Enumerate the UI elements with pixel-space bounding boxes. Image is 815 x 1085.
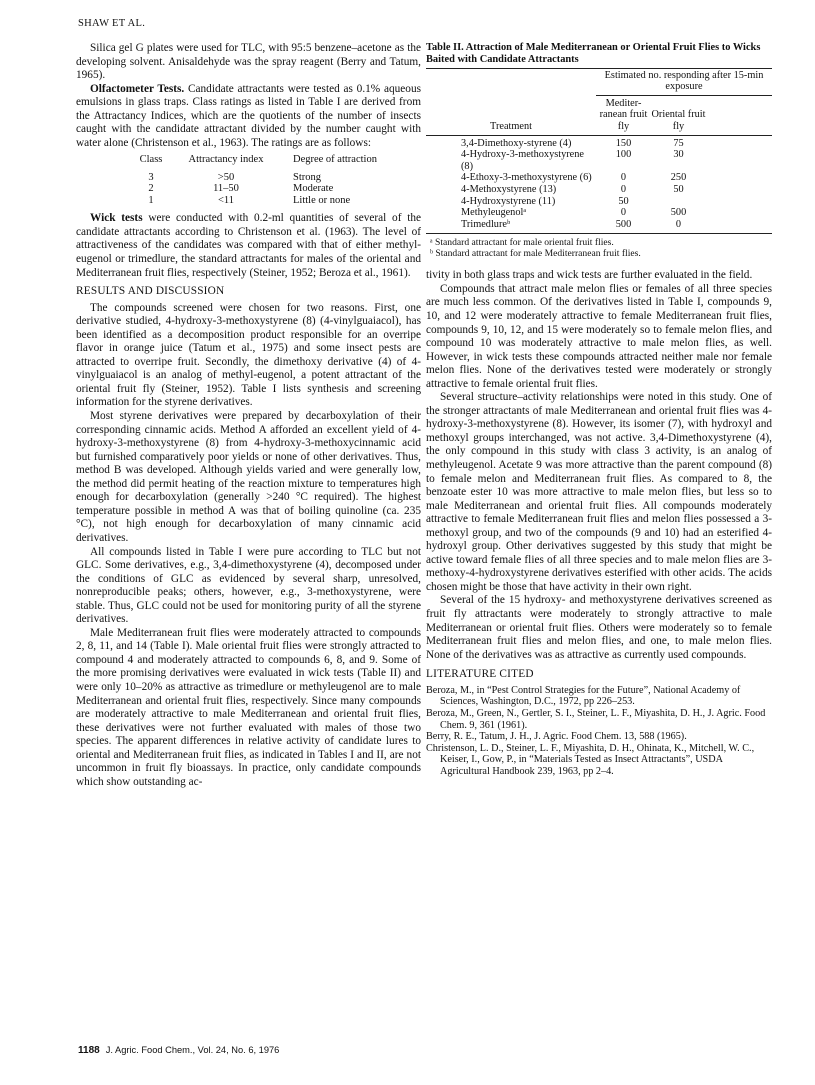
- treatment-cell: 4-Ethoxy-3-methoxystyrene (6): [461, 172, 592, 184]
- treatment-cell: 4-Methoxystyrene (13): [461, 183, 557, 195]
- med-cell: 50: [618, 195, 629, 207]
- class-table-header: [76, 154, 421, 166]
- class-value: 1: [148, 194, 154, 206]
- paragraph-results-2: Most styrene derivatives were prepared by decarboxylation of their corresponding cinnamic acids. Method A afforded an excellent yield of 4-hydroxy-3-methoxystyrene (8) from 4-hydroxy-3-methoxycinnamic acid but furnished comparatively poor yields or none of other derivatives. Thus, method B was developed. Although yields varied and were generally low, the method did permit heating of the reaction mixture to temperatures high enough for decarboxylation (generally >240 °C required). The highest temperature possible in method A was that of boiling quinoline (ca. 235 °C), not high enough for decarboxylation of many cinnamic acid derivatives.: [76, 410, 421, 544]
- index-value: <11: [217, 194, 235, 206]
- med-cell: 0: [620, 207, 627, 219]
- paragraph-wick: [76, 212, 421, 280]
- treatment-cell: 4-Hydroxystyrene (11): [461, 195, 556, 207]
- class-rating-table: [76, 154, 421, 206]
- ori-cell: 500: [670, 207, 687, 219]
- right-column: [426, 42, 772, 777]
- olfactometer-text: Candidate attractants were tested as 0.1% aqueous emulsions in glass traps. Class ratings as listed in Table I are derived from the Attractancy Indices, which are the quotients of the number of insects caught with the candidate attractant divided by the number caught with water alone (Christenson et al., 1963). The ratings are as follows:: [76, 82, 421, 149]
- class-row: [76, 172, 421, 184]
- table-2-header: [426, 69, 772, 96]
- reference-item: Berry, R. E., Tatum, J. H., J. Agric. Food Chem. 13, 588 (1965).: [426, 731, 687, 743]
- reference-item: Beroza, M., in “Pest Control Strategies for the Future”, National Academy of Sciences, Washington, D.C., 1972, pp 226–253.: [426, 684, 741, 708]
- reference-item: Beroza, M., Green, N., Gertler, S. I., Steiner, L. F., Miyashita, D. H., J. Agric. Food Chem. 9, 361 (1961).: [426, 707, 766, 731]
- ori-cell: 75: [673, 137, 684, 149]
- page-footer: [78, 1045, 279, 1056]
- med-cell: 0: [620, 172, 627, 184]
- oriental-col-header: Oriental fruit fly: [651, 109, 706, 132]
- table-row: [426, 172, 772, 184]
- reference-item: Christenson, L. D., Steiner, L. F., Miyashita, D. H., Ohinata, K., Mitchell, W. C., Keiser, I., Gow, P., in “Materials Tested as Insect Attractants”, USDA Agricultural Handbook 239, 1963, pp 2–4.: [426, 742, 755, 777]
- paragraph-results-3: All compounds listed in Table I were pure according to TLC but not GLC. Some derivatives, e.g., 3,4-dimethoxystyrene (4), decomposed under the conditions of GLC as evidenced by several sharp, unresolved, nonreproducible peaks; others, however, e.g., 3-methoxystyrene, were stable. Thus, GLC could not be used for monitoring purity of all the styrene derivatives.: [76, 545, 421, 626]
- table-row: [426, 184, 772, 196]
- class-col-header: Class: [139, 154, 163, 166]
- degree-col-header: Degree of attraction: [293, 154, 377, 166]
- paragraph-structure-activity: Several structure–activity relationships were noted in this study. One of the stronger attractants of male Mediterranean and oriental fruit flies was 4-hydroxy-3-methoxystyrene (8). However, its isomer (7), with hydroxyl and methoxyl groups interchanged, was not active. 3,4-Dimethoxystyrene (4), the only compound in this study with class 3 activity, is an analog of methyleugenol. Acetate 9 was more attractive than the parent compound (8) to female melon and Mediterranean fruit flies. As compared to 8, the benzoate ester 10 was more attractive to male melon flies, but less so to male Mediterranean and oriental fruit flies. All compounds moderately attractive to female Mediterranean fruit flies and melon flies possessed a 3-methoxyl group, and two of the compounds (9 and 10) had an esterified 4-hydroxyl group. Other derivatives suggested by this study that might be active toward female flies of all three species and to male melon flies are 3-methoxy-4-hydroxystyrene derivatives esterified with other acids. The acids chosen might be those that have activity in their own right.: [426, 391, 772, 593]
- table-row: [426, 219, 772, 231]
- mediterranean-col-header: Mediter-ranean fruit fly: [599, 97, 648, 132]
- estimated-header: Estimated no. responding after 15-min exposure: [596, 69, 772, 96]
- index-col-header: Attractancy index: [188, 154, 264, 166]
- left-column: [76, 42, 421, 789]
- index-value: >50: [217, 171, 235, 183]
- ori-cell: [651, 196, 706, 208]
- running-header: SHAW ET AL.: [78, 18, 146, 29]
- footnote-b: ᵇ Standard attractant for male Mediterranean fruit flies.: [430, 248, 641, 260]
- class-value: 2: [148, 183, 154, 195]
- ori-cell: 250: [670, 172, 687, 184]
- class-value: 3: [148, 171, 154, 183]
- reference-list: [426, 685, 772, 778]
- table-2-subheader: [426, 96, 772, 136]
- paragraph-results-4: Male Mediterranean fruit flies were moderately attracted to compounds 2, 8, 11, and 14 (Table I). Male oriental fruit flies were strongly attracted to compound 4 and moderately attracted to compounds 6, 8, and 9. Some of the more promising derivatives were evaluated in wick tests (Table II) and were only 10–20% as attractive as trimedlure or methyleugenol are to male Mediterranean and oriental fruit flies, respectively. Since many compounds are moderately attractive to male Mediterranean and oriental fruit flies, these derivatives were not further evaluated with males of those two species. The apparent differences in relative activity of candidate lures to oriental and Mediterranean fruit flies, as indicated in Tables I and II, are not uncommon in fruit fly bioassays. In practice, only candidate compounds which show outstanding ac-: [76, 626, 421, 788]
- paragraph-tlc: Silica gel G plates were used for TLC, with 95:5 benzene–acetone as the developing solvent. Anisaldehyde was the spray reagent (Berry and Tatum, 1965).: [76, 42, 421, 82]
- results-heading: RESULTS AND DISCUSSION: [76, 285, 225, 298]
- ori-cell: 30: [673, 149, 684, 161]
- med-cell: 0: [620, 183, 627, 195]
- med-cell: 100: [615, 149, 632, 161]
- degree-value: Moderate: [293, 183, 334, 195]
- paragraph-results-1: The compounds screened were chosen for two reasons. First, one derivative studied, 4-hydroxy-3-methoxystyrene (8) (4-vinylguaiacol), has been identified as a decomposition product responsible for an overripe flavor in orange juice (Tatum et al., 1975) and some insect pests are attracted to overripe fruit. Secondly, the dimethoxy derivative (4) of 4-vinylguaiacol is an analog of methyl-eugenol, a potent attractant of the oriental fruit fly (Steiner, 1952). Table I lists synthesis and screening information for the styrene derivatives.: [76, 301, 421, 409]
- paragraph-summary: Several of the 15 hydroxy- and methoxystyrene derivatives screened as fruit fly attractants were moderately to strongly attractive to male Mediterranean or oriental fruit flies. Others were moderately so to female Mediterranean fruit flies and melon flies, and one, to male melon flies. None of the derivatives was as attractive as currently used compounds.: [426, 594, 772, 661]
- wick-heading: Wick tests: [90, 212, 143, 225]
- olfactometer-heading: Olfactometer Tests.: [90, 82, 185, 95]
- degree-value: Little or none: [293, 194, 351, 206]
- wick-text: were conducted with 0.2-ml quantities of several of the candidate attractants according to Christenson et al. (1963). The level of attractiveness of the candidates was compared with that of either methyl-eugenol or trimedlure, the standard attractants for males of the oriental and Mediterranean fruit flies, respectively (Steiner, 1952; Beroza et al., 1961).: [76, 212, 421, 279]
- table-2: [426, 42, 772, 259]
- degree-value: Strong: [293, 171, 322, 183]
- ori-cell: 50: [673, 183, 684, 195]
- paragraph-melon-flies: Compounds that attract male melon flies or females of all three species are much less common. Of the derivatives listed in Table I, compounds 9, 10, and 12 were moderately attractive to female Mediterranean fruit flies, compounds 9, 10, 12, and 15 were moderately so to female melon flies, and compound 10 was moderately attractive to male melon flies, as well. However, in wick tests these compounds attracted neither male nor female melon flies. None of the derivatives tested were moderately or strongly attractive to female oriental fruit flies.: [426, 282, 772, 390]
- treatment-cell: 3,4-Dimethoxy-styrene (4): [461, 137, 572, 149]
- class-row: [76, 183, 421, 195]
- literature-heading: LITERATURE CITED: [426, 668, 534, 681]
- treatment-cell: Methyleugenolᵃ: [461, 207, 527, 219]
- table-row: [426, 149, 772, 172]
- treatment-cell: 4-Hydroxy-3-methoxystyrene (8): [461, 149, 584, 172]
- treatment-col-header: Treatment: [490, 120, 532, 132]
- class-row: [76, 195, 421, 207]
- table-row: [426, 207, 772, 219]
- index-value: 11–50: [213, 183, 239, 195]
- med-cell: 500: [615, 218, 632, 230]
- table-row: [426, 138, 772, 150]
- table-2-caption: Table II. Attraction of Male Mediterranean or Oriental Fruit Flies to Wicks Baited with Candidate Attractants: [426, 42, 761, 65]
- paragraph-olfactometer: [76, 83, 421, 151]
- treatment-cell: Trimedlureᵇ: [461, 218, 511, 230]
- table-row: [426, 196, 772, 208]
- journal-citation: J. Agric. Food Chem., Vol. 24, No. 6, 1976: [105, 1045, 280, 1055]
- paragraph-continued: tivity in both glass traps and wick tests are further evaluated in the field.: [426, 269, 753, 282]
- ori-cell: 0: [675, 218, 682, 230]
- med-cell: 150: [615, 137, 632, 149]
- page-number: 1188: [78, 1045, 100, 1056]
- footnote-a: ᵃ Standard attractant for male oriental fruit flies.: [430, 237, 614, 249]
